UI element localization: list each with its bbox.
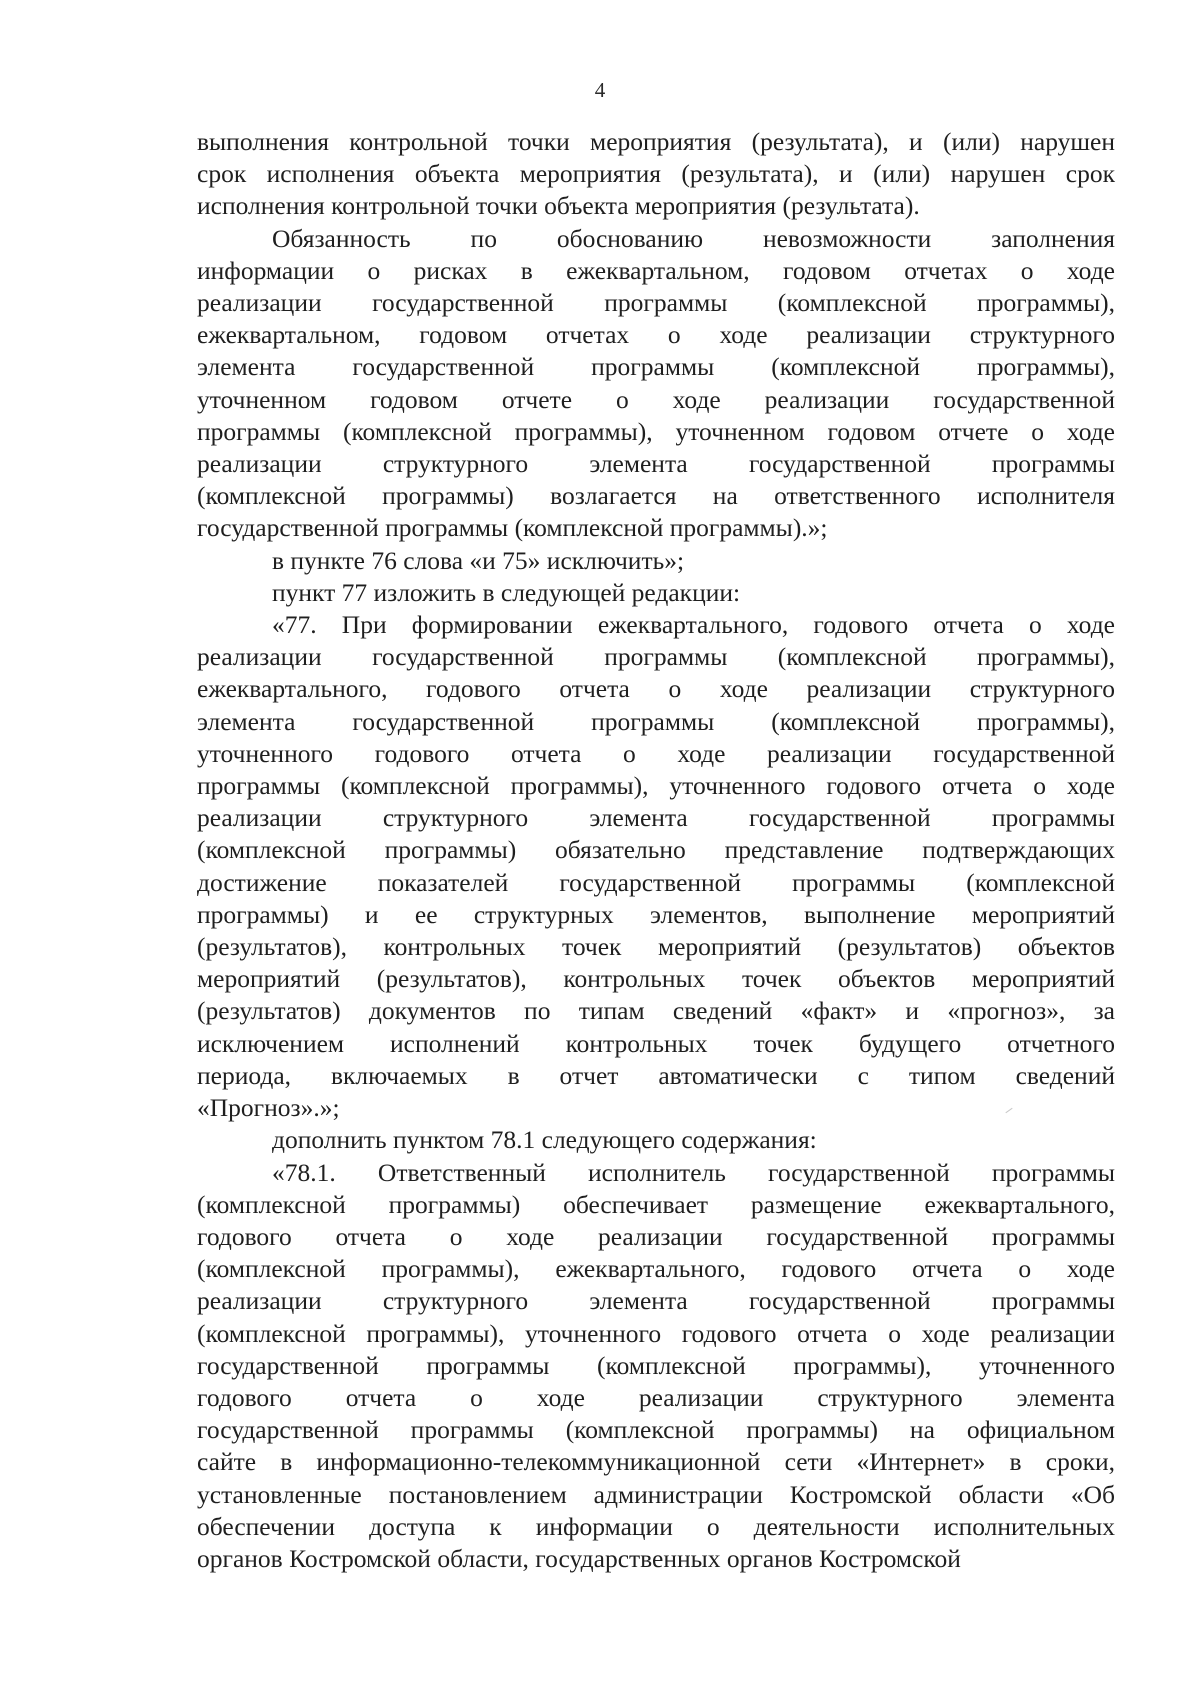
text-line: реализации структурного элемента государственной программы — [197, 1286, 1115, 1316]
text-line: исполнения контрольной точки объекта мероприятия (результата). — [197, 191, 920, 221]
text-line: уточненного годового отчета о ходе реализации государственной — [197, 738, 1115, 768]
text-line: в пункте 76 слова «и 75» исключить»; — [272, 545, 685, 575]
paragraph — [197, 545, 1115, 577]
text-line: (комплексной программы) обязательно представление подтверждающих — [197, 835, 1115, 865]
text-line: Обязанность по обоснованию невозможности заполнения — [272, 223, 1115, 253]
text-line: (комплексной программы), уточненного годового отчета о ходе реализации — [197, 1318, 1115, 1348]
text-line: реализации структурного элемента государственной программы — [197, 449, 1115, 479]
paragraph — [197, 126, 1115, 223]
paragraph — [197, 577, 1115, 609]
text-line: обеспечении доступа к информации о деятельности исполнительных — [197, 1511, 1115, 1541]
text-line: мероприятий (результатов), контрольных точек объектов мероприятий — [197, 964, 1115, 994]
text-line: (комплексной программы) обеспечивает размещение ежеквартального, — [197, 1189, 1115, 1219]
text-line: годового отчета о ходе реализации государственной программы — [197, 1221, 1115, 1251]
text-line: «Прогноз».»; — [197, 1093, 340, 1123]
text-line: ежеквартального, годового отчета о ходе реализации структурного — [197, 674, 1115, 704]
text-line: годового отчета о ходе реализации структурного элемента — [197, 1382, 1115, 1412]
text-line: установленные постановлением администрации Костромской области «Об — [197, 1479, 1115, 1509]
text-line: реализации структурного элемента государственной программы — [197, 803, 1115, 833]
text-line: государственной программы (комплексной программы) на официальном — [197, 1415, 1115, 1445]
text-line: (комплексной программы) возлагается на ответственного исполнителя — [197, 481, 1115, 511]
text-line: исключением исполнений контрольных точек будущего отчетного — [197, 1028, 1115, 1058]
text-line: информации о рисках в ежеквартальном, годовом отчетах о ходе — [197, 255, 1115, 285]
text-line: государственной программы (комплексной программы), уточненного — [197, 1350, 1115, 1380]
text-line: срок исполнения объекта мероприятия (результата), и (или) нарушен срок — [197, 159, 1115, 189]
text-line: программы) и ее структурных элементов, выполнение мероприятий — [197, 899, 1115, 929]
text-line: (комплексной программы), ежеквартального, годового отчета о ходе — [197, 1254, 1115, 1284]
paragraph — [197, 223, 1115, 545]
text-line: реализации государственной программы (комплексной программы), — [197, 288, 1115, 318]
text-line: выполнения контрольной точки мероприятия (результата), и (или) нарушен — [197, 127, 1115, 156]
text-line: (результатов) документов по типам сведений «факт» и «прогноз», за — [197, 996, 1115, 1026]
text-line: «77. При формировании ежеквартального, годового отчета о ходе — [272, 610, 1115, 640]
document-body — [197, 126, 1115, 1575]
page-number: 4 — [594, 78, 606, 102]
text-line: элемента государственной программы (комплексной программы), — [197, 706, 1115, 736]
paragraph — [197, 609, 1115, 1124]
text-line: программы (комплексной программы), уточненного годового отчета о ходе — [197, 771, 1115, 801]
text-line: программы (комплексной программы), уточненном годовом отчете о ходе — [197, 416, 1115, 446]
paragraph — [197, 1157, 1115, 1576]
text-line: «78.1. Ответственный исполнитель государственной программы — [272, 1157, 1115, 1187]
text-line: элемента государственной программы (комплексной программы), — [197, 352, 1115, 382]
text-line: дополнить пунктом 78.1 следующего содержания: — [272, 1125, 817, 1155]
text-line: уточненном годовом отчете о ходе реализации государственной — [197, 384, 1115, 414]
text-line: государственной программы (комплексной программы).»; — [197, 513, 828, 543]
text-line: органов Костромской области, государственных органов Костромской — [197, 1543, 961, 1573]
text-line: (результатов), контрольных точек мероприятий (результатов) объектов — [197, 932, 1115, 962]
text-line: реализации государственной программы (комплексной программы), — [197, 642, 1115, 672]
text-line: достижение показателей государственной программы (комплексной — [197, 867, 1115, 897]
text-line: периода, включаемых в отчет автоматически с типом сведений — [197, 1060, 1115, 1090]
paragraph — [197, 1124, 1115, 1156]
text-line: пункт 77 изложить в следующей редакции: — [272, 577, 741, 607]
text-line: сайте в информационно-телекоммуникационной сети «Интернет» в сроки, — [197, 1447, 1115, 1477]
text-line: ежеквартальном, годовом отчетах о ходе реализации структурного — [197, 320, 1115, 350]
